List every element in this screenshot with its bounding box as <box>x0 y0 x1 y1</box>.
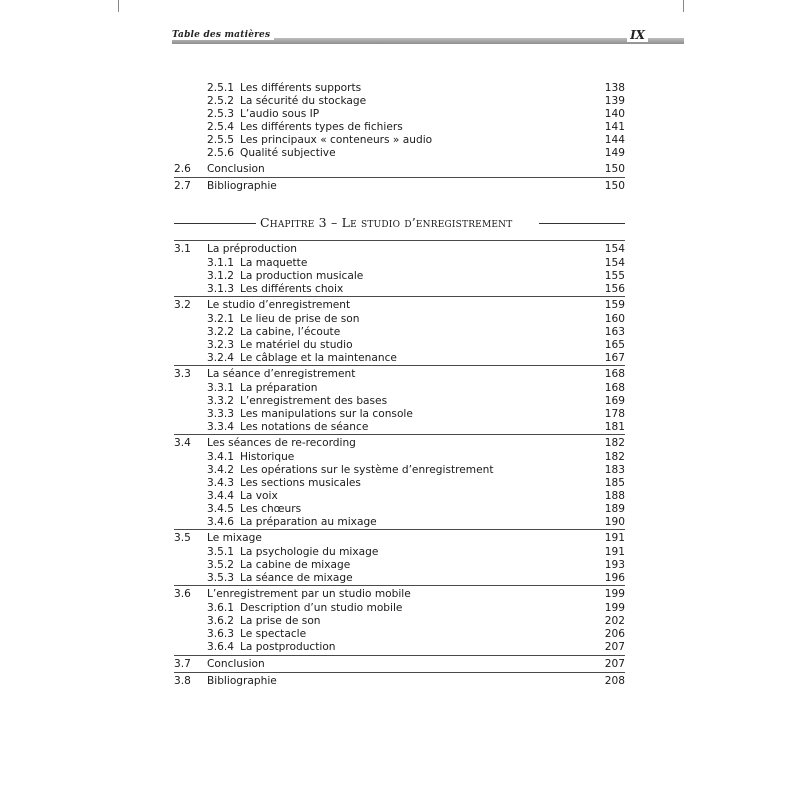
toc-number: 2.5.2 <box>207 95 234 107</box>
toc-page-number: 181 <box>604 421 625 433</box>
toc-subsection <box>174 134 625 147</box>
section-divider <box>174 655 625 656</box>
toc-label: Le spectacle <box>240 628 307 640</box>
toc-number: 3.4.1 <box>207 451 234 463</box>
toc-subsection <box>174 615 625 628</box>
header-page-number: IX <box>627 28 648 42</box>
toc-label: La postproduction <box>240 641 336 653</box>
toc-page-number: 208 <box>604 675 625 687</box>
toc-number: 3.1 <box>174 243 191 255</box>
toc-subsection <box>174 313 625 326</box>
toc-label: Bibliographie <box>207 675 277 687</box>
toc-label: La cabine, l’écoute <box>240 326 341 338</box>
chapter-heading <box>174 216 625 230</box>
toc-label: Les différents types de fichiers <box>240 121 403 133</box>
toc-page-number: 144 <box>604 134 625 146</box>
toc-page-number: 206 <box>604 628 625 640</box>
toc-number: 2.5.6 <box>207 147 234 159</box>
toc-subsection <box>174 270 625 283</box>
toc-page-number: 185 <box>604 477 625 489</box>
toc-page-number: 202 <box>604 615 625 627</box>
toc-page-number: 154 <box>604 257 625 269</box>
toc-label: Les différents supports <box>240 82 362 94</box>
section-divider <box>174 240 625 241</box>
toc-number: 3.3.2 <box>207 395 234 407</box>
toc-page-number: 191 <box>604 546 625 558</box>
toc-label: Les sections musicales <box>240 477 361 489</box>
section-divider <box>174 434 625 435</box>
toc-subsection <box>174 82 625 95</box>
toc-page-number: 155 <box>604 270 625 282</box>
toc-label: La séance de mixage <box>240 572 353 584</box>
toc-label: Bibliographie <box>207 180 277 192</box>
running-header <box>172 30 684 44</box>
toc-subsection <box>174 382 625 395</box>
section-divider <box>174 585 625 586</box>
toc-page-number: 169 <box>604 395 625 407</box>
section-divider <box>174 529 625 530</box>
section-divider <box>174 672 625 673</box>
toc-label: La séance d’enregistrement <box>207 368 356 380</box>
toc-subsection <box>174 283 625 296</box>
section-divider <box>174 365 625 366</box>
toc-number: 3.3 <box>174 368 191 380</box>
toc-section <box>174 588 625 601</box>
toc-page-number: 163 <box>604 326 625 338</box>
toc-label: La sécurité du stockage <box>240 95 367 107</box>
toc-page-number: 182 <box>604 437 625 449</box>
toc-label: Le matériel du studio <box>240 339 353 351</box>
toc-label: La préparation <box>240 382 318 394</box>
toc-page-number: 167 <box>604 352 625 364</box>
toc-page-number: 141 <box>604 121 625 133</box>
toc-subsection <box>174 451 625 464</box>
header-title: Table des matières <box>172 30 274 40</box>
toc-number: 3.6.4 <box>207 641 234 653</box>
toc-subsection <box>174 352 625 365</box>
toc-section <box>174 163 625 176</box>
toc-label: La préparation au mixage <box>240 516 377 528</box>
toc-number: 3.2.2 <box>207 326 234 338</box>
toc-number: 3.6.2 <box>207 615 234 627</box>
toc-number: 2.7 <box>174 180 191 192</box>
section-divider <box>174 177 625 178</box>
toc-label: L’enregistrement des bases <box>240 395 388 407</box>
toc-number: 3.5.1 <box>207 546 234 558</box>
toc-subsection <box>174 121 625 134</box>
toc-subsection <box>174 546 625 559</box>
section-divider <box>174 296 625 297</box>
toc-label: Les différents choix <box>240 283 344 295</box>
toc-section <box>174 243 625 256</box>
toc-page-number: 165 <box>604 339 625 351</box>
toc-label: Le studio d’enregistrement <box>207 299 351 311</box>
chapter-rule-right <box>539 223 625 224</box>
toc-label: La psychologie du mixage <box>240 546 379 558</box>
toc-section <box>174 299 625 312</box>
toc-number: 3.3.1 <box>207 382 234 394</box>
toc-label: Le mixage <box>207 532 262 544</box>
toc-subsection <box>174 477 625 490</box>
toc-section <box>174 675 625 688</box>
toc-page-number: 139 <box>604 95 625 107</box>
toc-page-number: 188 <box>604 490 625 502</box>
toc-label: La production musicale <box>240 270 364 282</box>
toc-number: 3.4.3 <box>207 477 234 489</box>
toc-label: Les séances de re-recording <box>207 437 356 449</box>
toc-subsection <box>174 516 625 529</box>
toc-page-number: 150 <box>604 163 625 175</box>
toc-section <box>174 437 625 450</box>
chapter-title: Chapitre 3 – Le studio d’enregistrement <box>260 215 513 230</box>
toc-label: La préproduction <box>207 243 298 255</box>
toc-section <box>174 180 625 193</box>
page-edge-left <box>118 0 119 12</box>
toc-subsection <box>174 395 625 408</box>
toc-number: 3.4 <box>174 437 191 449</box>
toc-number: 3.8 <box>174 675 191 687</box>
toc-section <box>174 658 625 671</box>
toc-label: Conclusion <box>207 658 265 670</box>
toc-subsection <box>174 490 625 503</box>
toc-subsection <box>174 408 625 421</box>
toc-subsection <box>174 95 625 108</box>
toc-page-number: 207 <box>604 658 625 670</box>
toc-page-number: 160 <box>604 313 625 325</box>
toc-subsection <box>174 421 625 434</box>
toc-label: La cabine de mixage <box>240 559 351 571</box>
toc-label: L’audio sous IP <box>240 108 320 120</box>
toc-number: 3.1.2 <box>207 270 234 282</box>
toc-label: Les opérations sur le système d’enregistrement <box>240 464 494 476</box>
toc-number: 3.6 <box>174 588 191 600</box>
toc-label: Les notations de séance <box>240 421 369 433</box>
toc-label: Les chœurs <box>240 503 302 515</box>
page-edge-right <box>683 0 684 12</box>
toc-number: 2.5.1 <box>207 82 234 94</box>
toc-number: 3.2.3 <box>207 339 234 351</box>
toc-subsection <box>174 257 625 270</box>
toc-page-number: 199 <box>604 602 625 614</box>
toc-page-number: 154 <box>604 243 625 255</box>
toc-page-number: 140 <box>604 108 625 120</box>
toc-number: 3.2.4 <box>207 352 234 364</box>
chapter-rule-left <box>174 223 256 224</box>
toc-page-number: 199 <box>604 588 625 600</box>
toc-page-number: 190 <box>604 516 625 528</box>
toc-number: 2.5.5 <box>207 134 234 146</box>
toc-section <box>174 532 625 545</box>
toc-label: Les principaux « conteneurs » audio <box>240 134 433 146</box>
toc-label: L’enregistrement par un studio mobile <box>207 588 411 600</box>
toc-page-number: 196 <box>604 572 625 584</box>
toc-label: Le lieu de prise de son <box>240 313 360 325</box>
toc-subsection <box>174 628 625 641</box>
toc-number: 3.6.3 <box>207 628 234 640</box>
toc-page-number: 193 <box>604 559 625 571</box>
toc-subsection <box>174 503 625 516</box>
toc-subsection <box>174 602 625 615</box>
toc-label: Historique <box>240 451 295 463</box>
toc-page-number: 149 <box>604 147 625 159</box>
toc-number: 3.1.3 <box>207 283 234 295</box>
toc-subsection <box>174 559 625 572</box>
toc-page-number: 168 <box>604 368 625 380</box>
toc-number: 3.5.2 <box>207 559 234 571</box>
toc-page-number: 178 <box>604 408 625 420</box>
toc-section <box>174 368 625 381</box>
toc-page-number: 159 <box>604 299 625 311</box>
toc-number: 3.3.3 <box>207 408 234 420</box>
toc-label: Conclusion <box>207 163 265 175</box>
toc-number: 3.3.4 <box>207 421 234 433</box>
toc-page-number: 138 <box>604 82 625 94</box>
toc-label: La voix <box>240 490 278 502</box>
toc-number: 3.7 <box>174 658 191 670</box>
toc-number: 3.5 <box>174 532 191 544</box>
toc-number: 3.6.1 <box>207 602 234 614</box>
toc-page-number: 191 <box>604 532 625 544</box>
toc-page-number: 189 <box>604 503 625 515</box>
toc-number: 3.4.6 <box>207 516 234 528</box>
toc-page-number: 183 <box>604 464 625 476</box>
toc-number: 2.5.3 <box>207 108 234 120</box>
toc-label: La maquette <box>240 257 308 269</box>
toc-subsection <box>174 147 625 160</box>
toc-number: 3.2 <box>174 299 191 311</box>
toc-label: Qualité subjective <box>240 147 336 159</box>
toc-page-number: 150 <box>604 180 625 192</box>
toc-subsection <box>174 339 625 352</box>
toc-number: 3.4.2 <box>207 464 234 476</box>
toc-subsection <box>174 572 625 585</box>
toc-subsection <box>174 464 625 477</box>
toc-label: Description d’un studio mobile <box>240 602 403 614</box>
toc-subsection <box>174 326 625 339</box>
toc-subsection <box>174 108 625 121</box>
toc-number: 3.2.1 <box>207 313 234 325</box>
toc-subsection <box>174 641 625 654</box>
toc-number: 3.4.4 <box>207 490 234 502</box>
toc-page-number: 207 <box>604 641 625 653</box>
toc-number: 3.4.5 <box>207 503 234 515</box>
toc-page-number: 156 <box>604 283 625 295</box>
toc-page-number: 182 <box>604 451 625 463</box>
toc-number: 3.1.1 <box>207 257 234 269</box>
toc-label: Les manipulations sur la console <box>240 408 413 420</box>
toc-page-number: 168 <box>604 382 625 394</box>
toc-label: La prise de son <box>240 615 321 627</box>
toc-label: Le câblage et la maintenance <box>240 352 397 364</box>
toc-number: 2.6 <box>174 163 191 175</box>
toc-number: 2.5.4 <box>207 121 234 133</box>
toc-number: 3.5.3 <box>207 572 234 584</box>
